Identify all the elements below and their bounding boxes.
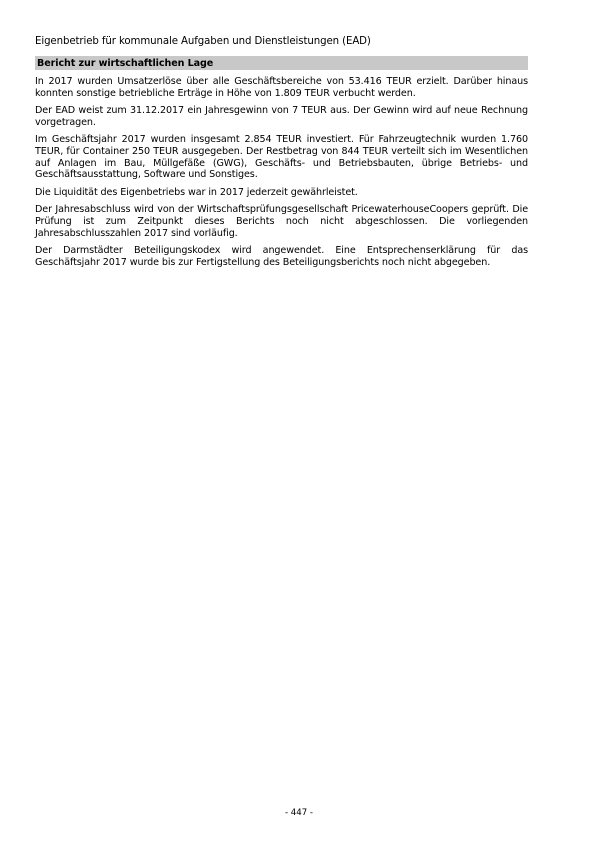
- paragraph-governance-code: Der Darmstädter Beteiligungskodex wird angewendet. Eine Entsprechenserklärung für das Geschäftsjahr 2017 wurde bis zur Fertigstellung des Beteiligungsberichts noch nicht abgegeben.: [35, 245, 528, 268]
- section-heading: Bericht zur wirtschaftlichen Lage: [35, 56, 528, 70]
- paragraph-liquidity: Die Liquidität des Eigenbetriebs war in 2017 jederzeit gewährleistet.: [35, 186, 358, 198]
- organization-header: Eigenbetrieb für kommunale Aufgaben und Dienstleistungen (EAD): [35, 36, 371, 47]
- paragraph-annual-profit: Der EAD weist zum 31.12.2017 ein Jahresgewinn von 7 TEUR aus. Der Gewinn wird auf neue Rechnung vorgetragen.: [35, 105, 528, 128]
- paragraph-investments: Im Geschäftsjahr 2017 wurden insgesamt 2.854 TEUR investiert. Für Fahrzeugtechnik wurden 1.760 TEUR, für Container 250 TEUR ausgegeben. Der Restbetrag von 844 TEUR verteilt sich im Wesentlichen auf Anlagen im Bau, Müllgefäße (GWG), Geschäfts- und Betriebsbauten, übrige Betriebs- und Geschäftsausstattung, Software und Sonstiges.: [35, 134, 528, 181]
- page-number: - 447 -: [284, 808, 314, 818]
- document-page: [35, 35, 528, 274]
- paragraph-revenue: In 2017 wurden Umsatzerlöse über alle Geschäftsbereiche von 53.416 TEUR erzielt. Darüber hinaus konnten sonstige betriebliche Erträge in Höhe von 1.809 TEUR verbucht werden.: [35, 76, 528, 99]
- paragraph-audit: Der Jahresabschluss wird von der Wirtschaftsprüfungsgesellschaft PricewaterhouseCoopers geprüft. Die Prüfung ist zum Zeitpunkt dieses Berichts noch nicht abgeschlossen. Die vorliegenden Jahresabschlusszahlen 2017 sind vorläufig.: [35, 204, 528, 239]
